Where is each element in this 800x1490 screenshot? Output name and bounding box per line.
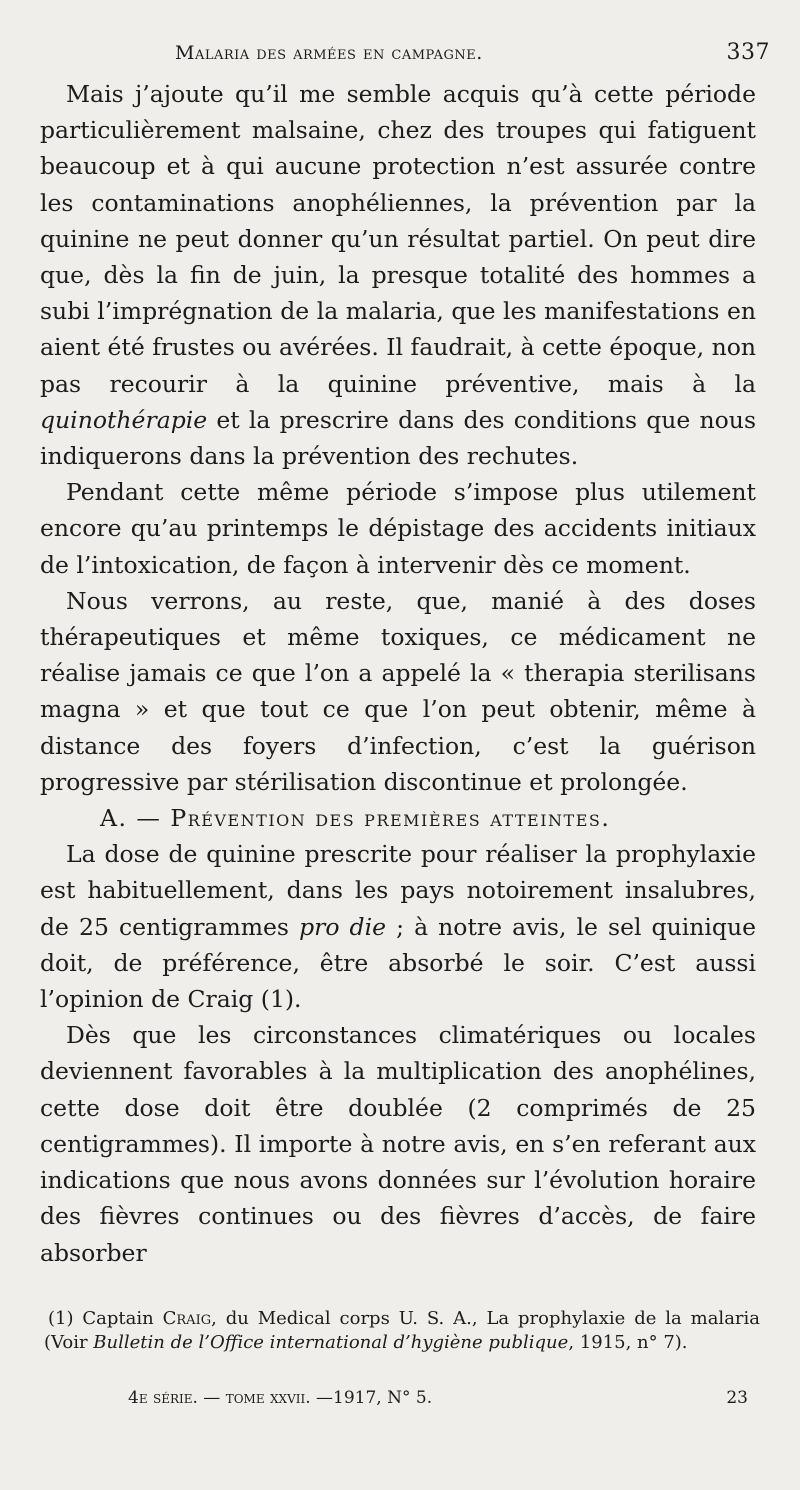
footnote-segment: (1) Captain bbox=[48, 1308, 163, 1329]
section-heading: A. — Prévention des premières atteintes. bbox=[100, 804, 611, 833]
paragraph-segment: Dès que les circonstances climatériques ou locales deviennent favorables à la multiplication des anophélines, cette dose doit être doublée (2 comprimés de 25 centigrammes). Il importe à notre avis, en s’en referant aux indications que nous avons données sur l’évolution horaire des fièvres continues ou des fièvres d’accès, de faire absorber bbox=[40, 1021, 756, 1267]
paragraph-segment: Mais j’ajoute qu’il me semble acquis qu’à cette période particulièrement malsaine, chez des troupes qui fatiguent beaucoup et à qui aucune protection n’est assurée contre les contaminations anophéliennes, la prévention par la quinine ne peut donner qu’un résultat partiel. On peut dire que, dès la fin de juin, la presque totalité des hommes a subi l’imprégnation de la malaria, que les manifestations en aient été frustes ou avérées. Il faudrait, à cette époque, non pas recourir à la quinine préventive, mais à la bbox=[40, 80, 756, 398]
footnote-segment: , du Medical corps U. S. A., La prophylaxie de la malaria (Voir bbox=[44, 1308, 761, 1353]
paragraph-segment: Nous verrons, au reste, que, manié à des doses thérapeutiques et même toxiques, ce médicament ne réalise jamais ce que l’on a appelé la « therapia sterilisans magna » et que tout ce que l’on peut obtenir, même à distance des foyers d’infection, c’est la guérison progressive par stérilisation discontinue et prolongée. bbox=[40, 586, 756, 796]
paragraph bbox=[40, 76, 756, 474]
paragraph-segment: pro die bbox=[299, 912, 387, 941]
running-title: Malaria des armées en campagne. bbox=[175, 42, 483, 64]
paragraph-segment: quinothérapie bbox=[40, 405, 208, 434]
paragraph-segment: Pendant cette même période s’impose plus utilement encore qu’au printemps le dépistage des accidents initiaux de l’intoxication, de façon à intervenir dès ce moment. bbox=[40, 478, 756, 579]
paragraph bbox=[40, 836, 756, 1017]
footnote-segment: Bulletin de l’Office international d’hygiène publique bbox=[93, 1332, 569, 1353]
paragraph-segment: ; à notre avis, le sel quinique doit, de préférence, être absorbé le soir. C’est aussi l’opinion de Craig (1). bbox=[40, 912, 756, 1014]
paragraph bbox=[40, 583, 756, 800]
footnote-segment: Craig bbox=[162, 1308, 212, 1329]
body-text bbox=[40, 76, 756, 1271]
footnote-segment: , 1915, n° 7). bbox=[568, 1332, 688, 1353]
paragraph bbox=[40, 1017, 756, 1270]
signature-mark: 4e série. — tome xxvii. —1917, N° 5. bbox=[128, 1388, 433, 1408]
footnote bbox=[44, 1307, 760, 1355]
signature-number: 23 bbox=[726, 1388, 748, 1408]
paragraph-segment: La dose de quinine prescrite pour réaliser la prophylaxie est habituellement, dans les pays notoirement insalubres, de 25 centigrammes bbox=[40, 840, 756, 941]
running-head bbox=[175, 42, 770, 64]
paragraph-segment: et la prescrire dans des conditions que nous indiquerons dans la prévention des rechutes. bbox=[40, 405, 756, 471]
paragraph bbox=[40, 474, 756, 583]
page-number: 337 bbox=[726, 40, 770, 65]
signature-line bbox=[128, 1388, 768, 1408]
